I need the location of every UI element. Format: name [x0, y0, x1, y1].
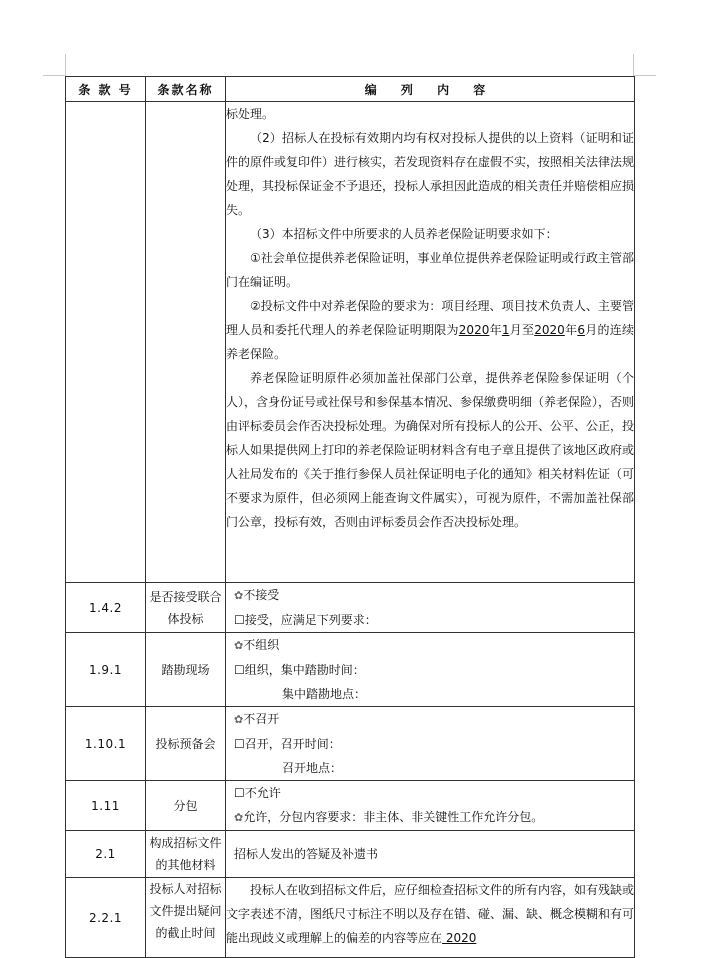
crop-mark: [633, 54, 634, 76]
paragraph: 标处理。: [226, 107, 275, 121]
clause-name-cell: 投标人对招标文件提出疑问的截止时间: [146, 878, 226, 958]
text-span: ②投标文件中对养老保险的要求为：项目经理、项目技术负责人、主要管理人员和委托代理人的养老保险证明期限为: [226, 299, 634, 337]
clause-content-cell: [226, 102, 635, 583]
checkbox-icon: ☐: [234, 613, 245, 627]
option-label: 允许，分包内容要求：非主体、非关键性工作允许分包。: [243, 810, 544, 824]
clause-name-cell: 投标预备会: [146, 707, 226, 781]
paragraph: [226, 878, 634, 950]
option-label: 不接受: [243, 588, 280, 602]
option-label: 不召开: [243, 712, 280, 726]
clause-content-cell: [226, 707, 635, 781]
text-span: 月至: [509, 323, 535, 337]
paragraph: （2）招标人在投标有效期内均有权对投标人提供的以上资料（证明和证件的原件或复印件）进行核实，若发现资料存在虚假不实，按照相关法律法规处理，其投标保证金不予退还，投标人承担因此造成的相关责任并赔偿相应损失。: [226, 131, 635, 217]
crop-mark: [634, 75, 656, 76]
option-item: [226, 805, 634, 830]
text-span: 年: [489, 323, 502, 337]
option-label: 组织，集中踏勘时间：: [244, 663, 365, 677]
checked-icon: ✿: [234, 811, 244, 824]
checkbox-icon: ☐: [234, 737, 245, 751]
underlined-year: 2020: [442, 931, 477, 945]
checkbox-icon: ☐: [234, 663, 245, 677]
text-span: 月的连续养老保险。: [226, 323, 634, 361]
header-clause-name: 条款名称: [146, 77, 226, 102]
clause-number-cell: 2.1: [66, 831, 146, 878]
header-clause-number: 条 款 号: [66, 77, 146, 102]
option-label: 不组织: [243, 638, 280, 652]
underlined-year: 2020: [458, 323, 490, 337]
table-row: [66, 102, 635, 583]
option-item: [226, 658, 634, 682]
clause-name-cell: 构成招标文件的其他材料: [146, 831, 226, 878]
clause-name-cell: 是否接受联合体投标: [146, 583, 226, 633]
checked-icon: ✿: [234, 589, 244, 602]
table-row: [66, 878, 635, 958]
content-text: 招标人发出的答疑及补遗书: [234, 847, 379, 861]
crop-mark: [43, 75, 65, 76]
header-content: 编 列 内 容: [226, 77, 635, 102]
clause-name-cell: 分包: [146, 781, 226, 831]
clause-content-cell: [226, 633, 635, 707]
option-label: 接受，应满足下列要求：: [244, 613, 377, 627]
checked-icon: ✿: [234, 639, 244, 652]
paragraph: 养老保险证明原件必须加盖社保部门公章，提供养老保险参保证明（个人），含身份证号或社保号和参保基本情况、参保缴费明细（养老保险），否则由评标委员会作否决投标处理。为确保对所有投标人的公开、公平、公正，投标人如果提供网上打印的养老保险证明材料含有电子章且提供了该地区政府或人社局发布的《关于推行参保人员社保证明电子化的通知》相关材料佐证（可不要求为原件，但必须网上能查询文件属实），可视为原件，不需加盖社保部门公章，投标有效，否则由评标委员会作否决投标处理。: [226, 371, 635, 529]
clause-name-cell: 踏勘现场: [146, 633, 226, 707]
table-header-row: [66, 77, 635, 102]
option-item: [226, 583, 634, 608]
underlined-month: 6: [577, 323, 585, 337]
table-row: [66, 781, 635, 831]
option-item: 召开地点：: [282, 761, 343, 775]
table-row: [66, 707, 635, 781]
clause-name-cell: [146, 102, 226, 583]
underlined-year: 2020: [534, 323, 565, 337]
clause-content-cell: [226, 583, 635, 633]
option-item: 集中踏勘地点：: [282, 687, 367, 701]
clause-content-cell: [226, 878, 635, 958]
option-item: [226, 732, 634, 756]
option-label: 召开，召开时间：: [244, 737, 341, 751]
table-row: [66, 633, 635, 707]
paragraph: ①社会单位提供养老保险证明，事业单位提供养老保险证明或行政主管部门在编证明。: [226, 251, 634, 289]
option-item: [226, 781, 634, 805]
text-span: 年: [564, 323, 578, 337]
clause-number-cell: 1.10.1: [66, 707, 146, 781]
option-item: [226, 707, 634, 732]
option-item: [226, 633, 634, 658]
checked-icon: ✿: [234, 713, 244, 726]
checkbox-icon: ☐: [234, 786, 245, 800]
clause-number-cell: 1.11: [66, 781, 146, 831]
underlined-month: 1: [501, 323, 510, 337]
clause-number-cell: 1.9.1: [66, 633, 146, 707]
paragraph: （3）本招标文件中所要求的人员养老保险证明要求如下：: [250, 227, 558, 241]
clause-content-cell: [226, 831, 635, 878]
paragraph-pension-period: [226, 294, 634, 366]
text-span: 投标人在收到招标文件后，应仔细检查招标文件的所有内容，如有残缺或文字表述不清，图纸尺寸标注不明以及存在错、碰、漏、缺、概念模糊和有可能出现歧义或理解上的偏差的内容等应在: [226, 883, 635, 945]
table-row: [66, 583, 635, 633]
option-item: [226, 608, 634, 632]
option-label: 不允许: [244, 786, 281, 800]
clause-number-cell: 2.2.1: [66, 878, 146, 958]
table-row: [66, 831, 635, 878]
crop-mark: [65, 54, 66, 76]
clause-number-cell: 1.4.2: [66, 583, 146, 633]
clause-table: [65, 76, 635, 958]
clause-content-cell: [226, 781, 635, 831]
clause-number-cell: [66, 102, 146, 583]
